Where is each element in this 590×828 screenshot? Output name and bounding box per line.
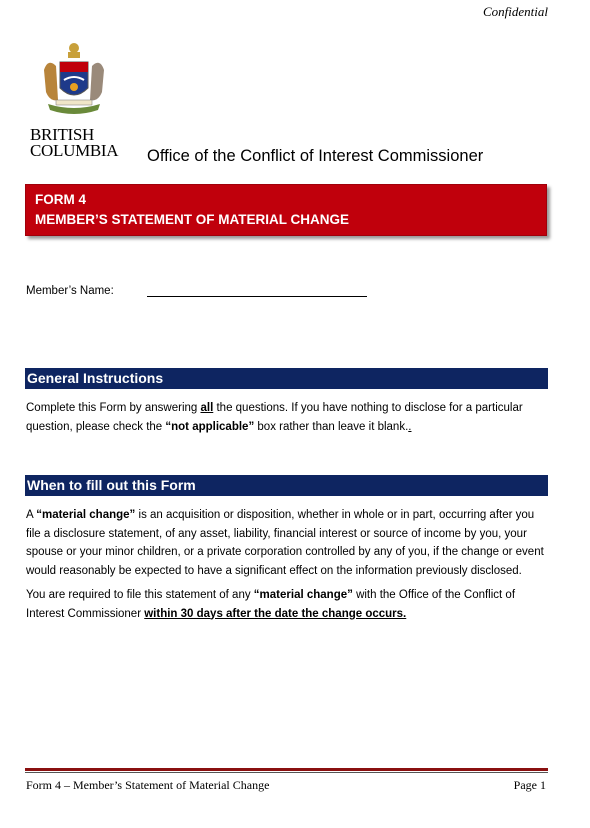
footer-page-number: Page 1 xyxy=(513,778,546,792)
text-run: . xyxy=(408,420,412,433)
when-to-fill-heading: When to fill out this Form xyxy=(25,475,548,496)
emphasis-not-applicable: “not applicable” xyxy=(165,420,255,433)
general-instructions-heading: General Instructions xyxy=(25,368,548,389)
logo-line-british: BRITISH xyxy=(30,125,95,144)
footer-form-title: Form 4 – Member’s Statement of Material Change xyxy=(26,778,270,792)
text-run: is an acquisition or disposition, whether in whole or in part, occurring after you file a disclosure statement, of any asset, liability, financial interest or source of income by you, your spouse or your minor children, or a private corporation controlled by any of you, if the change or event would reasonably be expected to have a significant effect on the information previously disclosed. xyxy=(26,509,544,577)
form-title: MEMBER’S STATEMENT OF MATERIAL CHANGE xyxy=(35,212,349,227)
confidential-label: Confidential xyxy=(483,4,548,19)
logo-line-columbia: COLUMBIA xyxy=(30,141,119,160)
text-run: with the Office of the Conflict of Interest Commissioner xyxy=(26,589,516,620)
footer-rule-thin xyxy=(25,772,548,773)
bc-coat-of-arms-icon xyxy=(38,40,110,120)
general-instructions-text xyxy=(26,399,546,436)
text-run: the questions. If you have nothing to disclose for a particular question, please check the xyxy=(26,402,523,433)
term-material-change: “material change” xyxy=(36,509,136,521)
british-columbia-wordmark xyxy=(30,127,122,159)
text-run: Complete this Form by answering xyxy=(26,402,201,414)
text-run: box rather than leave it blank. xyxy=(254,420,409,433)
emphasis-all: all xyxy=(200,402,214,414)
member-name-label: Member’s Name: xyxy=(26,285,114,297)
footer-rule xyxy=(25,768,548,771)
text-run: You are required to file this statement of any xyxy=(26,589,254,601)
form-number: FORM 4 xyxy=(35,192,87,207)
filing-deadline: within 30 days after the date the change occurs. xyxy=(144,607,407,620)
member-name-field[interactable] xyxy=(147,296,367,297)
office-title: Office of the Conflict of Interest Commissioner xyxy=(147,147,484,165)
filing-requirement-text xyxy=(26,586,546,623)
text-run: A xyxy=(26,509,37,521)
material-change-definition xyxy=(26,506,546,580)
form-title-banner xyxy=(25,184,547,236)
term-material-change: “material change” xyxy=(253,589,353,601)
